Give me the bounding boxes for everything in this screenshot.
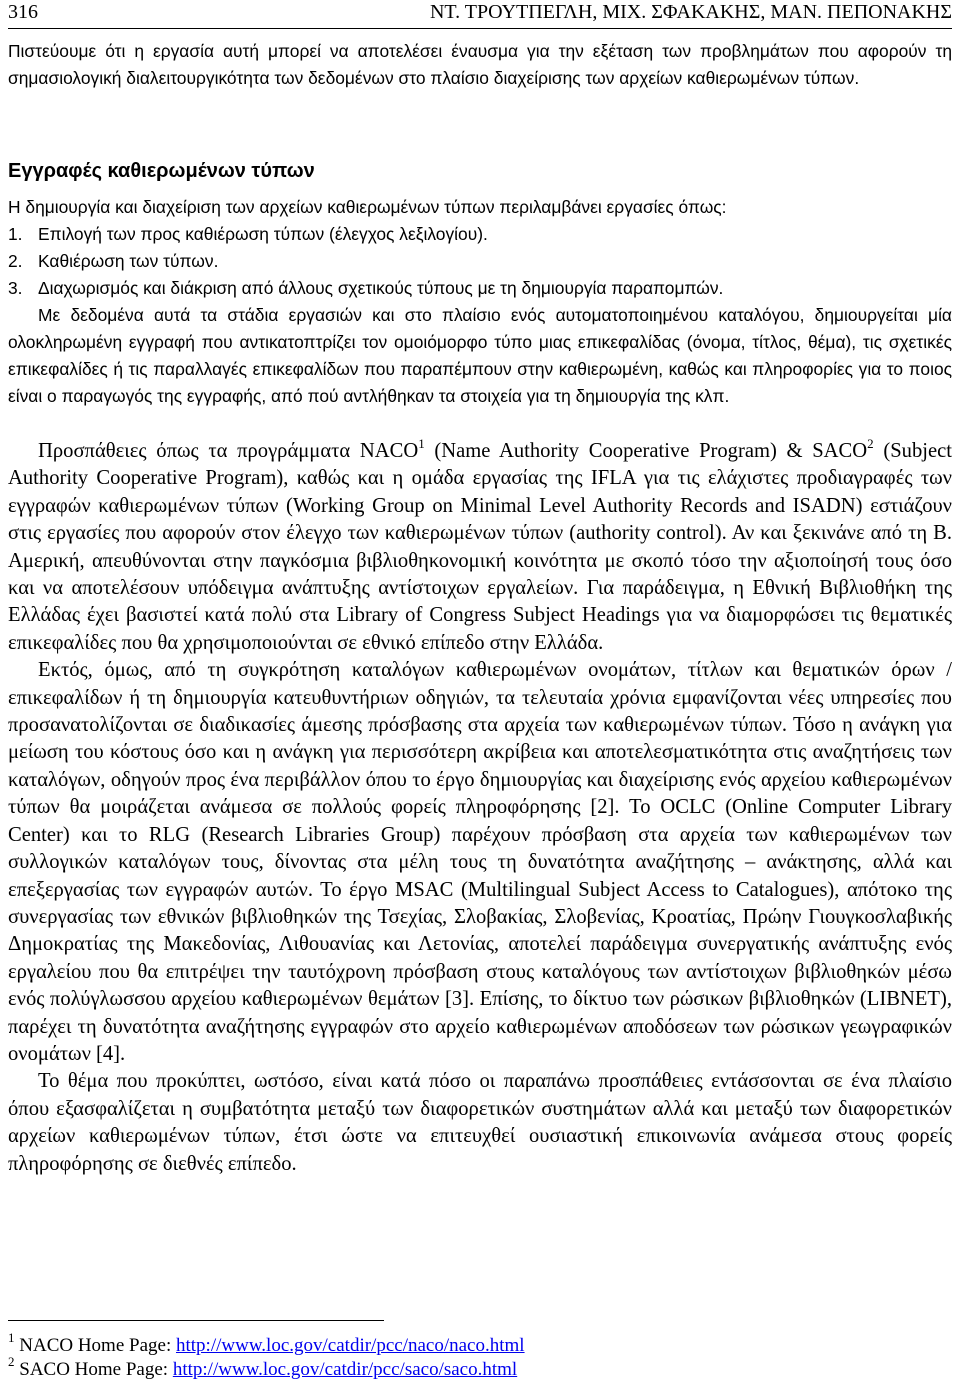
main-body <box>8 438 952 1178</box>
footnotes <box>8 1330 952 1382</box>
list-item-text: Καθιέρωση των τύπων. <box>38 251 219 271</box>
intro-paragraph-block <box>8 38 952 92</box>
page-number: 316 <box>8 1 38 23</box>
paragraph-text: Προσπάθειες όπως τα προγράμματα NACO <box>38 440 419 462</box>
list-item-number: 2. <box>8 251 23 271</box>
body-paragraph-2: Εκτός, όμως, από τη συγκρότηση καταλόγων καθιερωμένων ονομάτων, τίτλων και θεματικών όρων / επικεφαλίδων ή τη δημιουργία κατευθυντήριων οδηγιών, τα τελευταία χρόνια εμφανίζονται νέες υπηρεσίες που προσανατολίζονται σε διαδικασίες άμεσης πρόσβασης στα αρχεία των καθιερωμένων τύπων. Τόσο η ανάγκη για μείωση του κόστους όσο και η ανάγκη για περισσότερη ακρίβεια και αποτελεσματικότητα στις αναζητήσεις των καταλόγων, οδηγούν προς ένα περιβάλλον όπου το έργο δημιουργίας και διαχείρισης ενός αρχείου καθιερωμένων τύπων θα μοιράζεται ανάμεσα σε πολλούς φορείς πληροφόρησης [2]. Το OCLC (Online Computer Library Center) και το RLG (Research Libraries Group) παρέχουν πρόσβαση στα αρχεία των καθιερωμένων των συλλογικών καταλόγων τους, δίνοντας στα μέλη τους τη δυνατότητα αναζήτησης – ανάκτησης, αλλά και επεξεργασίας των εγγραφών αυτών. Το έργο MSAC (Multilingual Subject Access to Catalogues), απότοκο της συνεργασίας των εθνικών βιβλιοθηκών της Τσεχίας, Σλοβακίας, Σλοβενίας, Κροατίας, Πρώην Γιουγκοσλαβικής Δημοκρατίας της Μακεδονίας, Λιθουανίας και Λετονίας, αποτελεί παράδειγμα συνεργατικής ανάπτυξης ενός εργαλείου που θα επιτρέψει την ταυτόχρονη πρόσβαση στους καταλόγους των αντίστοιχων βιβλιοθηκών μέσω ενός πολύγλωσσου αρχείου καθιερωμένων θεμάτων [3]. Επίσης, το δίκτυο των ρώσικων βιβλιοθηκών (LIBNET), παρέχει τη δυνατότητα αναζήτησης εγγραφών στο αρχείο καθιερωμένων αποδόσεων των ρώσικων γεωγραφικών ονομάτων [4]. <box>8 659 952 1065</box>
paragraph-text: (Subject Authority Cooperative Program), καθώς και η ομάδα εργασίας της IFLA για τις ελάχιστες προδιαγραφές των εγγραφών καθιερωμένων τύπων (Working Group on Minimal Level Authority Records and ISADN) εστιάζουν στις εργασίες που αφορούν στον έλεγχο των καθιερωμένων τύπων (authority control). Αν και ξεκινάνε από τη Β. Αμερική, απευθύνονται στην παγκόσμια βιβλιοθηκονομική κοινότητα με σκοπό τόσο την αξιοποίησή τους όσο και να αποτελέσουν υπόδειγμα ανάπτυξης αντίστοιχων εργαλείων. Για παράδειγμα, η Εθνική Βιβλιοθήκη της Ελλάδας έχει βασιστεί κατά πολύ στα Library of Congress Subject Headings για να διαμορφώσει τις θεματικές επικεφαλίδες που θα χρησιμοποιούνται σε εθνικό επίπεδο στην Ελλάδα. <box>8 440 952 654</box>
list-item-number: 1. <box>8 224 23 244</box>
list-item-text: Επιλογή των προς καθιέρωση τύπων (έλεγχος λεξιλογίου). <box>38 224 488 244</box>
footnote-number: 1 <box>8 1330 15 1345</box>
section-intro: Η δημιουργία και διαχείριση των αρχείων καθιερωμένων τύπων περιλαμβάνει εργασίες όπως: <box>8 197 727 217</box>
footnote-ref: 2 <box>867 436 874 451</box>
footnote-label: SACO Home Page: <box>14 1359 173 1380</box>
footnote-ref: 1 <box>418 436 425 451</box>
list-item <box>8 275 952 302</box>
list-item <box>8 221 952 248</box>
footnote <box>8 1354 952 1382</box>
list-item <box>8 248 952 275</box>
footnote-number: 2 <box>8 1354 15 1369</box>
intro-paragraph: Πιστεύουμε ότι η εργασία αυτή μπορεί να αποτελέσει έναυσμα για την εξέταση των προβλημάτων που αφορούν τη σημασιολογική διαλειτουργικότητα των δεδομένων στο πλαίσιο διαχείρισης των αρχείων καθιερωμένων τύπων. <box>8 41 952 88</box>
body-paragraph-3: Το θέμα που προκύπτει, ωστόσο, είναι κατά πόσο οι παραπάνω προσπάθειες εντάσσονται σε ένα πλαίσιο όπου εξασφαλίζεται η συμβατότητα μεταξύ των διαφορετικών συστημάτων αλλά και μεταξύ των διαφορετικών αρχείων καθιερωμένων τύπων, έτσι ώστε να επιτευχθεί ουσιαστική επικοινωνία ανάμεσα στους φορείς πληροφόρησης σε διεθνές επίπεδο. <box>8 1070 952 1175</box>
paragraph-text: (Name Authority Cooperative Program) & SACO <box>424 440 868 462</box>
body-paragraph-1 <box>8 438 952 657</box>
running-header-authors: ΝΤ. ΤΡΟΥΤΠΕΓΛΗ, ΜΙΧ. ΣΦΑΚΑΚΗΣ, ΜΑΝ. ΠΕΠΟΝΑΚΗΣ <box>429 1 952 23</box>
running-header <box>8 0 952 30</box>
footnote <box>8 1330 952 1358</box>
footnote-link[interactable]: http://www.loc.gov/catdir/pcc/saco/saco.html <box>172 1359 518 1380</box>
list-item-text: Διαχωρισμός και διάκριση από άλλους σχετικούς τύπους με τη δημιουργία παραπομπών. <box>38 278 724 298</box>
list-item-number: 3. <box>8 278 23 298</box>
footnote-rule <box>8 1320 384 1321</box>
header-rule <box>8 28 952 29</box>
footnote-label: NACO Home Page: <box>14 1335 176 1356</box>
after-list-paragraph: Με δεδομένα αυτά τα στάδια εργασιών και στο πλαίσιο ενός αυτοματοποιημένου καταλόγου, δημιουργείται μία ολοκληρωμένη εγγραφή που αντικατοπτρίζει τον ομοιόμορφο τύπο μιας επικεφαλίδας (όνομα, τίτλος, θέμα), τις σχετικές επικεφαλίδες ή τις παραλλαγές επικεφαλίδων που παραπέμπουν στην καθιερωμένη, καθώς και πληροφορίες για το ποιος είναι ο παραγωγός της εγγραφής, από πού αντλήθηκαν τα στοιχεία για τη δημιουργία της κλπ. <box>8 305 952 406</box>
section-body <box>8 194 952 410</box>
section-heading: Εγγραφές καθιερωμένων τύπων <box>8 160 315 182</box>
footnote-link[interactable]: http://www.loc.gov/catdir/pcc/naco/naco.html <box>175 1335 525 1356</box>
